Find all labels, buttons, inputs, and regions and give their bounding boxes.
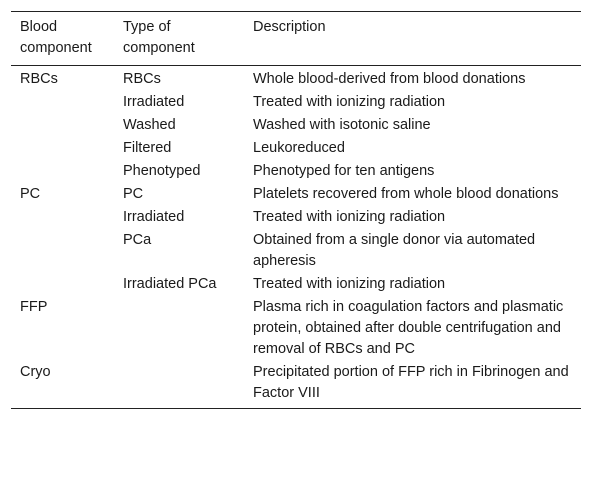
- cell-description: Whole blood-derived from blood donations: [253, 71, 526, 87]
- cell-type: RBCs: [123, 71, 161, 87]
- table-row: [11, 137, 581, 160]
- cell-description: Platelets recovered from whole blood donations: [253, 186, 559, 202]
- cell-type: PC: [123, 186, 144, 202]
- cell-description: Treated with ionizing radiation: [253, 209, 446, 225]
- cell-component: [11, 273, 114, 296]
- table-row: [11, 66, 581, 92]
- table-row: [11, 206, 581, 229]
- table-row: [11, 114, 581, 137]
- cell-component: [11, 160, 114, 183]
- table-row: [11, 273, 581, 296]
- cell-type: Irradiated: [123, 94, 185, 110]
- cell-component: FFP: [20, 299, 48, 315]
- cell-description: Washed with isotonic saline: [253, 117, 431, 133]
- cell-description: Treated with ionizing radiation: [253, 94, 446, 110]
- cell-description: Phenotyped for ten antigens: [253, 163, 435, 179]
- cell-description: Treated with ionizing radiation: [253, 276, 446, 292]
- cell-component: [11, 206, 114, 229]
- header-row: [11, 12, 581, 66]
- cell-component: [11, 229, 114, 273]
- table-body: [11, 66, 581, 409]
- table-row: [11, 296, 581, 361]
- cell-component: RBCs: [20, 71, 58, 87]
- cell-type: Washed: [123, 117, 176, 133]
- cell-type: Filtered: [123, 140, 172, 156]
- cell-component: [11, 91, 114, 114]
- cell-component: [11, 114, 114, 137]
- cell-type: [114, 361, 244, 409]
- blood-components-table: [11, 11, 581, 409]
- table-row: [11, 91, 581, 114]
- cell-type: PCa: [123, 232, 152, 248]
- table-header: [11, 12, 581, 66]
- header-blood-component: Blood component: [20, 19, 92, 56]
- header-description: Description: [253, 19, 326, 35]
- table-row: [11, 183, 581, 206]
- cell-type: Irradiated: [123, 209, 185, 225]
- cell-component: PC: [20, 186, 41, 202]
- table-row: [11, 229, 581, 273]
- cell-description: Obtained from a single donor via automated apheresis: [253, 232, 536, 269]
- cell-component: Cryo: [20, 364, 51, 380]
- cell-component: [11, 137, 114, 160]
- blood-components-table-container: [11, 11, 581, 409]
- cell-description: Leukoreduced: [253, 140, 345, 156]
- header-type-of-component: Type of component: [123, 19, 195, 56]
- cell-type: Irradiated PCa: [123, 276, 217, 292]
- cell-description: Plasma rich in coagulation factors and plasmatic protein, obtained after double centrifugation and removal of RBCs and PC: [253, 299, 564, 357]
- cell-type: Phenotyped: [123, 163, 201, 179]
- cell-type: [114, 296, 244, 361]
- cell-description: Precipitated portion of FFP rich in Fibrinogen and Factor VIII: [253, 364, 569, 401]
- table-row: [11, 160, 581, 183]
- table-row: [11, 361, 581, 409]
